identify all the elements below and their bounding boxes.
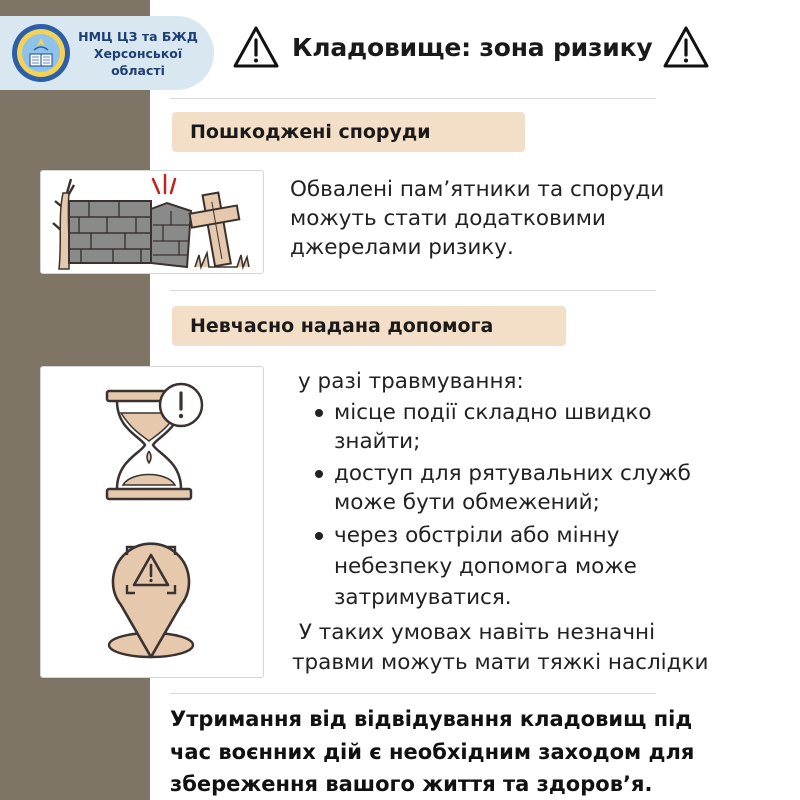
bullet2-line2: може бути обмежений; <box>334 490 600 515</box>
section1-description <box>290 175 664 262</box>
collapsed-wall-icon <box>41 171 263 273</box>
bullet2-line1: доступ для рятувальних служб <box>334 461 691 486</box>
location-warning-icon <box>41 527 263 677</box>
page-title: Кладовище: зона ризику <box>292 32 653 62</box>
closing-line1: Утримання від відвідування кладовищ під <box>170 707 693 731</box>
bullet3-line1: через обстріли або мінну <box>334 523 620 548</box>
bullet3-line2: небезпеку допомога може <box>334 554 637 579</box>
page-title-row <box>232 22 710 72</box>
divider <box>170 290 656 291</box>
hourglass-alert-icon <box>41 377 263 527</box>
section1-line1: Обвалені пам’ятники та споруди <box>290 177 665 202</box>
emblem-icon <box>10 22 72 84</box>
section-label-delayed-help: Невчасно надана допомога <box>172 306 566 346</box>
bullet-dot <box>315 532 323 540</box>
divider <box>170 693 656 694</box>
org-logo-block <box>0 16 214 90</box>
closing-line3: збереження вашого життя та здоров’я. <box>170 772 653 796</box>
org-name-line2: Херсонської <box>93 45 183 61</box>
bullet3-line3: затримуватися. <box>334 585 512 610</box>
bullet1-line1: місце події складно швидко <box>334 400 652 425</box>
closing-line2: час воєнних дій є необхідним заходом для <box>170 739 695 764</box>
warning-triangle-icon <box>232 25 280 69</box>
org-name-line1: НМЦ ЦЗ та БЖД <box>78 28 198 44</box>
section2-outro-line1: У таких умовах навіть незначні <box>292 620 656 645</box>
org-name <box>72 28 214 79</box>
illustration-card-help <box>40 366 264 678</box>
divider <box>170 98 656 99</box>
section1-line2: можуть стати додатковими <box>290 206 606 231</box>
bullet1-line2: знайти; <box>334 429 421 454</box>
section-label-damaged-structures: Пошкоджені споруди <box>172 112 525 152</box>
warning-triangle-icon <box>662 25 710 69</box>
section1-line3: джерелами ризику. <box>290 235 514 260</box>
bullet-dot <box>315 409 323 417</box>
bullet-dot <box>315 470 323 478</box>
closing-statement <box>170 703 694 800</box>
illustration-card-collapsed-wall <box>40 170 264 274</box>
section2-intro: у разі травмування: <box>298 369 524 394</box>
section2-outro-line2: травми можуть мати тяжкі наслідки <box>292 650 709 675</box>
org-name-line3: області <box>111 62 165 78</box>
